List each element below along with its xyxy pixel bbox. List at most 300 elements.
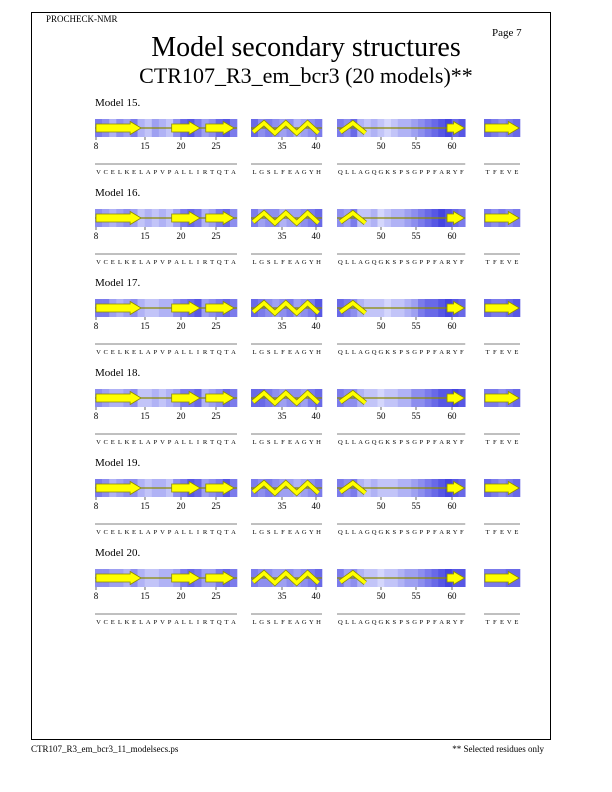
ruler-label: 60: [447, 411, 457, 421]
residue-letter: V: [96, 439, 101, 446]
residue-letter: K: [385, 349, 391, 356]
residue-letter: V: [506, 439, 512, 446]
model-block: [0, 97, 612, 185]
residue-letter: A: [174, 169, 180, 176]
ruler-label: 40: [311, 501, 321, 511]
residue-letter: A: [145, 169, 151, 176]
residue-letter: G: [412, 169, 418, 176]
ruler-label: 20: [176, 411, 186, 421]
residue-letter: G: [259, 439, 265, 446]
residue-letter: L: [252, 529, 257, 536]
residue-letter: E: [499, 169, 505, 176]
residue-letter: H: [316, 529, 321, 536]
track-segment-3: [337, 389, 466, 446]
residue-letter: T: [224, 529, 229, 536]
ruler-label: 50: [376, 231, 386, 241]
residue-letter: F: [460, 259, 464, 266]
residue-letter: R: [202, 529, 208, 536]
residue-letter: L: [139, 349, 144, 356]
residue-letter: G: [259, 169, 265, 176]
residue-letter: F: [281, 439, 285, 446]
residue-letter: G: [301, 259, 307, 266]
residue-letter: F: [281, 619, 285, 626]
ruler-label: 50: [376, 411, 386, 421]
residue-letter: L: [117, 259, 122, 266]
residue-letter: G: [378, 529, 384, 536]
residue-letter: P: [426, 349, 430, 356]
residue-letter: F: [460, 169, 464, 176]
residue-letter: L: [139, 619, 144, 626]
residue-letter: C: [103, 529, 108, 536]
page-subtitle: CTR107_R3_em_bcr3 (20 models)**: [139, 63, 473, 88]
residue-letter: G: [412, 439, 418, 446]
ruler-label: 40: [311, 591, 321, 601]
residue-letter: C: [103, 349, 108, 356]
residue-letter: L: [252, 169, 257, 176]
model-label: Model 18.: [95, 367, 141, 379]
ruler-label: 8: [93, 321, 99, 331]
ruler-label: 15: [140, 591, 150, 601]
residue-letter: P: [426, 529, 430, 536]
residue-letter: A: [358, 259, 364, 266]
residue-letter: P: [167, 619, 172, 626]
residue-letter: G: [412, 619, 418, 626]
track-segment-3: [337, 209, 466, 266]
ruler-label: 55: [411, 231, 421, 241]
residue-letter: T: [224, 259, 229, 266]
residue-letter: T: [210, 349, 215, 356]
residue-letter: A: [231, 619, 236, 626]
residue-letter: E: [514, 169, 519, 176]
model-label: Model 15.: [95, 97, 141, 109]
track-segment-4: [484, 569, 520, 626]
residue-letter: F: [433, 349, 437, 356]
ruler-label: 40: [311, 141, 321, 151]
residue-letter: G: [364, 259, 370, 266]
residue-letter: V: [506, 259, 512, 266]
residue-letter: A: [174, 439, 180, 446]
residue-letter: F: [460, 619, 464, 626]
residue-letter: L: [273, 349, 278, 356]
ruler-label: 15: [140, 501, 150, 511]
residue-letter: T: [485, 439, 490, 446]
residue-letter: E: [499, 349, 505, 356]
residue-letter: S: [392, 529, 397, 536]
page-title: Model secondary structures: [151, 32, 461, 63]
residue-letter: P: [167, 169, 172, 176]
residue-letter: E: [132, 439, 137, 446]
residue-letter: Y: [308, 439, 314, 446]
residue-letter: R: [446, 529, 451, 536]
residue-letter: L: [181, 349, 186, 356]
residue-letter: Q: [371, 619, 377, 626]
model-track: [0, 187, 612, 275]
residue-letter: P: [153, 349, 158, 356]
residue-letter: E: [132, 619, 137, 626]
residue-letter: P: [153, 529, 158, 536]
residue-letter: L: [117, 439, 122, 446]
residue-letter: E: [499, 439, 505, 446]
residue-letter: F: [281, 169, 285, 176]
residue-letter: A: [358, 439, 364, 446]
residue-letter: Q: [371, 259, 377, 266]
residue-letter: E: [514, 529, 519, 536]
residue-letter: L: [345, 259, 350, 266]
residue-letter: A: [174, 349, 180, 356]
residue-letter: A: [174, 259, 180, 266]
residue-ruler: [94, 497, 457, 511]
residue-letter: E: [288, 439, 293, 446]
ruler-label: 50: [376, 501, 386, 511]
residue-letter: A: [145, 439, 151, 446]
residue-letter: E: [132, 259, 137, 266]
residue-letter: L: [117, 349, 122, 356]
residue-letter: T: [224, 349, 229, 356]
residue-letter: A: [145, 349, 151, 356]
ruler-label: 15: [140, 231, 150, 241]
residue-letter: C: [103, 259, 108, 266]
residue-letter: I: [196, 529, 200, 536]
residue-letter: K: [124, 169, 130, 176]
ruler-label: 50: [376, 591, 386, 601]
residue-letter: R: [202, 439, 208, 446]
residue-letter: L: [351, 439, 356, 446]
residue-letter: E: [288, 169, 293, 176]
residue-letter: S: [406, 619, 410, 626]
residue-letter: C: [103, 169, 108, 176]
residue-letter: L: [252, 619, 257, 626]
residue-letter: P: [153, 439, 158, 446]
ruler-label: 25: [211, 231, 221, 241]
residue-letter: A: [231, 529, 236, 536]
residue-letter: F: [281, 349, 285, 356]
residue-letter: E: [499, 619, 505, 626]
residue-letter: L: [139, 169, 144, 176]
residue-letter: V: [96, 529, 101, 536]
ruler-label: 8: [93, 501, 99, 511]
footer-note: ** Selected residues only: [452, 744, 544, 754]
residue-letter: G: [412, 259, 418, 266]
residue-letter: R: [202, 619, 208, 626]
residue-letter: G: [259, 529, 265, 536]
residue-letter: Q: [337, 169, 343, 176]
residue-letter: E: [110, 439, 115, 446]
residue-letter: T: [210, 529, 215, 536]
residue-letter: L: [117, 169, 122, 176]
model-track: [0, 457, 612, 545]
ruler-label: 8: [93, 591, 99, 601]
residue-letter: A: [294, 349, 300, 356]
residue-letter: A: [439, 259, 445, 266]
residue-letter: A: [294, 529, 300, 536]
residue-letter: L: [273, 529, 278, 536]
residue-letter: S: [392, 169, 397, 176]
model-label: Model 19.: [95, 457, 141, 469]
model-track: [0, 367, 612, 455]
residue-letter: F: [492, 169, 497, 176]
residue-letter: E: [288, 349, 293, 356]
residue-letter: T: [210, 439, 215, 446]
residue-letter: A: [174, 619, 180, 626]
residue-letter: Y: [308, 529, 314, 536]
residue-letter: F: [460, 349, 464, 356]
residue-letter: P: [167, 439, 172, 446]
residue-letter: E: [288, 619, 293, 626]
residue-letter: G: [412, 529, 418, 536]
residue-letter: T: [485, 169, 490, 176]
residue-letter: S: [392, 259, 397, 266]
residue-letter: F: [433, 529, 437, 536]
residue-letter: R: [446, 439, 451, 446]
residue-letter: E: [132, 349, 137, 356]
residue-letter: K: [385, 619, 391, 626]
model-label: Model 16.: [95, 187, 141, 199]
residue-letter: G: [378, 349, 384, 356]
residue-letter: L: [188, 349, 193, 356]
residue-letter: P: [419, 439, 424, 446]
residue-letter: Y: [308, 349, 314, 356]
residue-letter: E: [110, 259, 115, 266]
ruler-label: 8: [93, 231, 99, 241]
residue-letter: S: [392, 349, 397, 356]
residue-letter: L: [273, 259, 278, 266]
residue-letter: L: [345, 619, 350, 626]
track-segment-4: [484, 479, 520, 536]
residue-letter: P: [399, 619, 403, 626]
residue-letter: A: [358, 529, 364, 536]
residue-letter: A: [439, 439, 445, 446]
ruler-label: 20: [176, 321, 186, 331]
residue-letter: S: [406, 349, 410, 356]
residue-letter: T: [485, 619, 490, 626]
model-block: [0, 547, 612, 635]
residue-letter: A: [358, 619, 364, 626]
residue-letter: F: [281, 259, 285, 266]
residue-letter: V: [96, 619, 101, 626]
residue-letter: E: [514, 259, 519, 266]
residue-letter: A: [145, 529, 151, 536]
residue-ruler: [94, 227, 457, 241]
residue-letter: L: [273, 439, 278, 446]
ruler-label: 40: [311, 321, 321, 331]
residue-letter: L: [181, 439, 186, 446]
ruler-label: 55: [411, 321, 421, 331]
residue-letter: F: [433, 439, 437, 446]
residue-letter: V: [160, 349, 165, 356]
residue-letter: L: [188, 529, 193, 536]
ruler-label: 25: [211, 501, 221, 511]
residue-letter: E: [110, 169, 115, 176]
residue-letter: R: [446, 619, 451, 626]
residue-letter: F: [492, 529, 497, 536]
residue-letter: C: [103, 439, 108, 446]
model-block: [0, 367, 612, 455]
residue-letter: A: [145, 619, 151, 626]
track-segment-3: [337, 119, 466, 176]
residue-ruler: [94, 137, 457, 151]
residue-letter: L: [181, 619, 186, 626]
ruler-label: 20: [176, 141, 186, 151]
residue-letter: T: [485, 349, 490, 356]
residue-letter: H: [316, 439, 321, 446]
residue-letter: S: [266, 439, 271, 446]
residue-letter: P: [419, 169, 424, 176]
residue-letter: L: [345, 529, 350, 536]
residue-letter: Q: [371, 349, 377, 356]
ruler-label: 20: [176, 231, 186, 241]
residue-letter: S: [392, 439, 397, 446]
residue-letter: A: [358, 169, 364, 176]
residue-letter: L: [117, 619, 122, 626]
residue-letter: L: [351, 349, 356, 356]
ruler-label: 35: [277, 591, 287, 601]
residue-letter: E: [288, 259, 293, 266]
ruler-label: 40: [311, 231, 321, 241]
model-track: [0, 547, 612, 635]
residue-letter: E: [132, 169, 137, 176]
residue-letter: K: [124, 349, 130, 356]
residue-letter: P: [419, 259, 424, 266]
residue-ruler: [94, 317, 457, 331]
residue-letter: P: [426, 439, 430, 446]
residue-letter: I: [196, 349, 200, 356]
ruler-label: 25: [211, 411, 221, 421]
residue-letter: K: [124, 619, 130, 626]
residue-letter: G: [378, 169, 384, 176]
residue-letter: S: [266, 619, 271, 626]
ruler-label: 60: [447, 141, 457, 151]
residue-letter: A: [231, 259, 236, 266]
residue-letter: L: [139, 529, 144, 536]
ruler-label: 55: [411, 411, 421, 421]
residue-letter: G: [364, 529, 370, 536]
residue-letter: L: [273, 619, 278, 626]
residue-letter: L: [139, 259, 144, 266]
residue-letter: L: [181, 259, 186, 266]
residue-letter: K: [124, 529, 130, 536]
residue-letter: L: [351, 619, 356, 626]
residue-letter: T: [224, 169, 229, 176]
residue-letter: P: [167, 259, 172, 266]
residue-letter: Y: [452, 439, 458, 446]
residue-letter: G: [259, 259, 265, 266]
ruler-label: 20: [176, 501, 186, 511]
residue-letter: I: [196, 619, 200, 626]
residue-letter: L: [181, 529, 186, 536]
residue-letter: Q: [337, 259, 343, 266]
residue-letter: L: [252, 439, 257, 446]
ruler-label: 35: [277, 231, 287, 241]
residue-letter: I: [196, 259, 200, 266]
residue-letter: V: [160, 169, 165, 176]
residue-letter: Y: [452, 349, 458, 356]
residue-letter: V: [96, 349, 101, 356]
residue-ruler: [94, 407, 457, 421]
residue-letter: V: [506, 619, 512, 626]
residue-letter: K: [124, 439, 130, 446]
ruler-label: 60: [447, 231, 457, 241]
residue-letter: E: [110, 619, 115, 626]
residue-letter: K: [385, 529, 391, 536]
residue-letter: P: [426, 169, 430, 176]
residue-letter: G: [364, 349, 370, 356]
residue-letter: F: [492, 349, 497, 356]
residue-letter: P: [153, 169, 158, 176]
residue-letter: V: [160, 619, 165, 626]
ruler-label: 25: [211, 141, 221, 151]
residue-letter: V: [506, 529, 512, 536]
residue-letter: C: [103, 619, 108, 626]
residue-letter: S: [266, 169, 271, 176]
residue-letter: T: [485, 259, 490, 266]
residue-letter: L: [188, 259, 193, 266]
residue-letter: V: [160, 259, 165, 266]
residue-letter: P: [426, 619, 430, 626]
residue-letter: V: [160, 439, 165, 446]
residue-letter: L: [117, 529, 122, 536]
residue-letter: H: [316, 169, 321, 176]
residue-letter: L: [345, 439, 350, 446]
page-number: Page 7: [492, 27, 522, 39]
residue-letter: Y: [452, 169, 458, 176]
residue-letter: G: [378, 619, 384, 626]
model-block: [0, 277, 612, 365]
model-label: Model 17.: [95, 277, 141, 289]
residue-letter: A: [231, 439, 236, 446]
ruler-label: 60: [447, 591, 457, 601]
residue-letter: Q: [216, 259, 222, 266]
model-track: [0, 277, 612, 365]
ruler-label: 50: [376, 141, 386, 151]
residue-letter: T: [210, 169, 215, 176]
residue-letter: A: [439, 529, 445, 536]
residue-letter: L: [252, 349, 257, 356]
ruler-label: 50: [376, 321, 386, 331]
residue-letter: P: [167, 349, 172, 356]
residue-letter: V: [96, 259, 101, 266]
ruler-label: 20: [176, 591, 186, 601]
residue-letter: Y: [452, 619, 458, 626]
residue-letter: A: [231, 169, 236, 176]
residue-letter: Q: [337, 349, 343, 356]
residue-letter: L: [351, 169, 356, 176]
residue-letter: S: [406, 259, 410, 266]
ruler-label: 15: [140, 321, 150, 331]
residue-letter: R: [202, 259, 208, 266]
residue-ruler: [94, 587, 457, 601]
residue-letter: Y: [308, 619, 314, 626]
residue-letter: G: [378, 439, 384, 446]
residue-letter: A: [174, 529, 180, 536]
ruler-label: 8: [93, 411, 99, 421]
residue-letter: P: [399, 439, 403, 446]
residue-letter: L: [188, 619, 193, 626]
footer-filename: CTR107_R3_em_bcr3_11_modelsecs.ps: [31, 744, 179, 754]
residue-letter: K: [385, 259, 391, 266]
residue-letter: S: [266, 259, 271, 266]
residue-letter: G: [301, 169, 307, 176]
residue-letter: G: [364, 439, 370, 446]
ruler-label: 40: [311, 411, 321, 421]
residue-letter: E: [514, 619, 519, 626]
residue-letter: S: [266, 349, 271, 356]
residue-letter: I: [196, 439, 200, 446]
residue-letter: E: [110, 529, 115, 536]
residue-letter: P: [153, 619, 158, 626]
residue-letter: P: [399, 349, 403, 356]
residue-letter: T: [210, 259, 215, 266]
residue-letter: Q: [337, 619, 343, 626]
